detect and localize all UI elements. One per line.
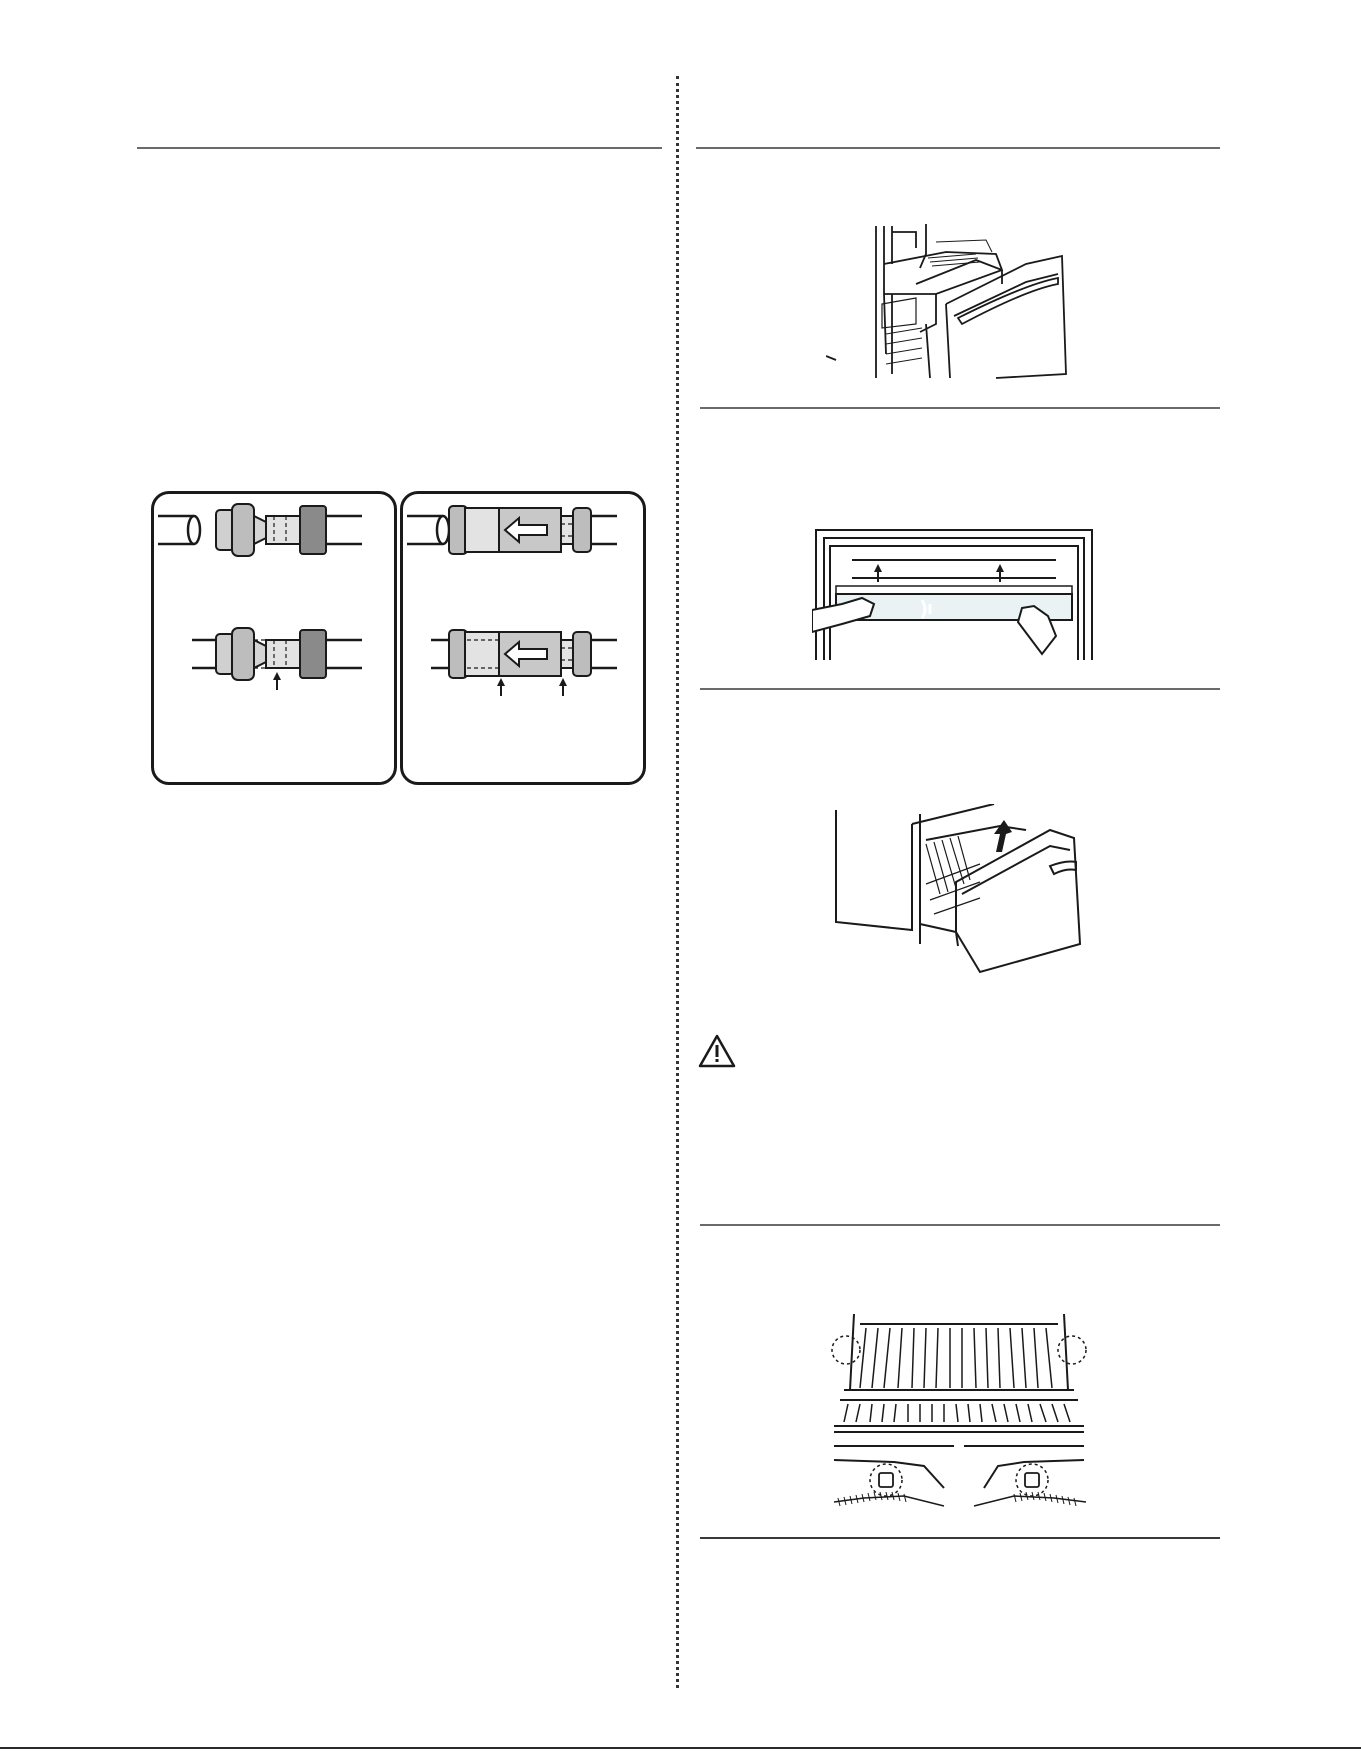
drawer-open-illustration	[826, 224, 1076, 380]
left-column-top-rule	[137, 147, 662, 149]
drawer-basket-figure	[830, 804, 1090, 974]
connector-right-illustration	[403, 494, 643, 782]
drawer-open-figure	[826, 224, 1076, 380]
connector-panel-left	[151, 491, 397, 785]
section-rule-4	[700, 1537, 1220, 1539]
page-bottom-rule	[0, 1747, 1361, 1749]
section-rule-1	[700, 407, 1220, 409]
section-rule-3	[700, 1224, 1220, 1226]
rails-figure	[824, 1310, 1094, 1510]
drawer-cover-illustration	[812, 524, 1102, 660]
drawer-basket-illustration	[830, 804, 1090, 974]
right-column-top-rule	[696, 147, 1220, 149]
connector-panel-right	[400, 491, 646, 785]
caution-triangle-icon	[698, 1034, 736, 1073]
section-rule-2	[700, 688, 1220, 690]
drawer-cover-figure	[812, 524, 1102, 660]
connector-left-illustration	[154, 494, 394, 782]
rails-illustration	[824, 1310, 1094, 1510]
column-divider	[676, 76, 679, 1688]
